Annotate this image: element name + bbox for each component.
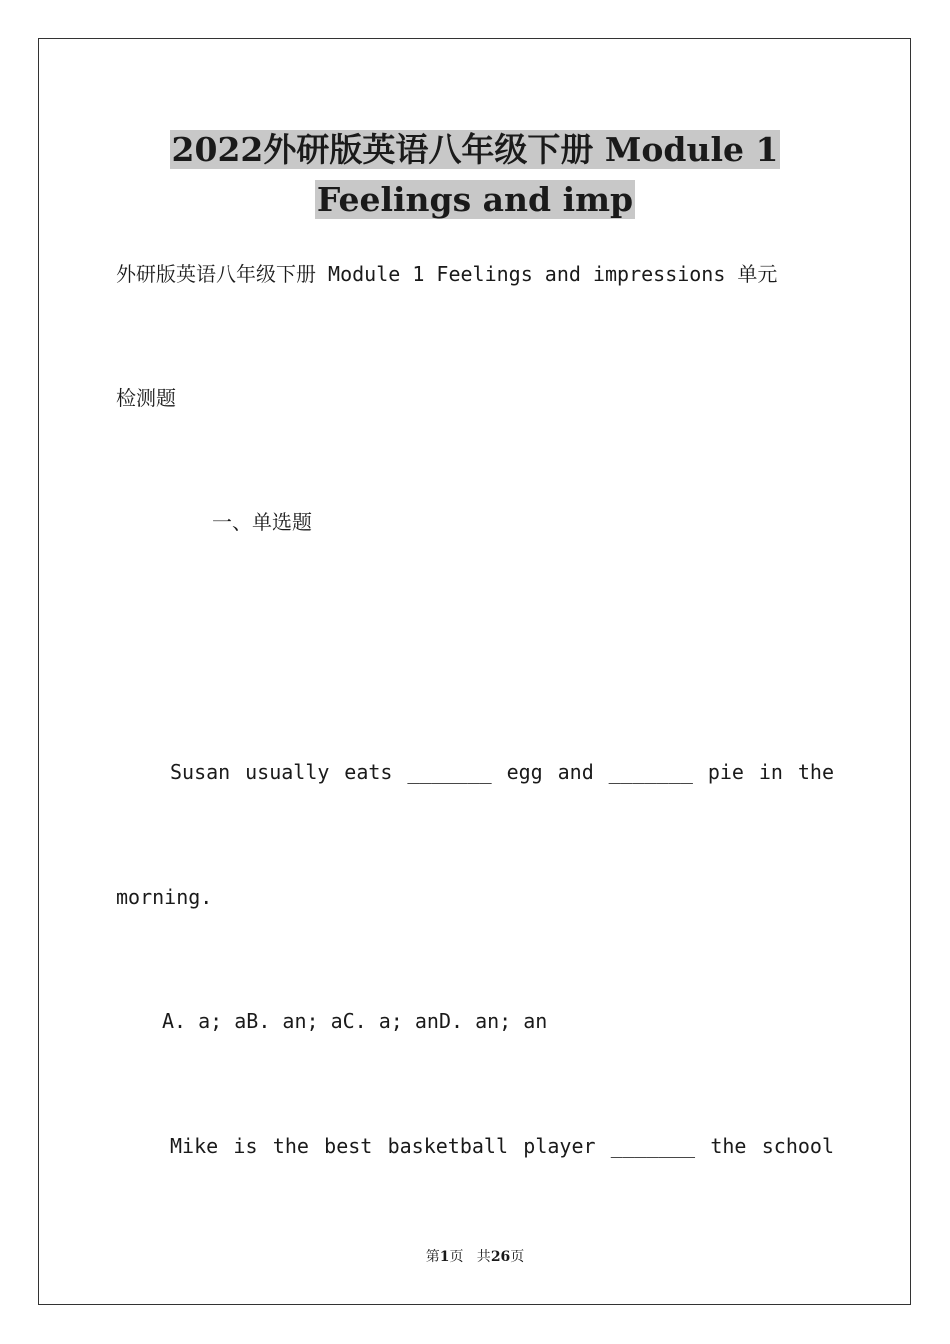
subtitle-line1: 外研版英语八年级下册 Module 1 Feelings and impressions 单元: [116, 262, 778, 286]
page-footer: [0, 1247, 950, 1267]
question1-line2: morning.: [116, 885, 213, 909]
footer-page-suffix: 页: [510, 1249, 525, 1265]
page-border: [38, 38, 911, 1305]
title-highlight: Feelings and imp: [316, 180, 634, 219]
document-title-line2: [0, 178, 950, 222]
footer-page-total: 26: [490, 1249, 511, 1265]
question2-line1: Mike is the best basketball player _______ the school: [170, 1134, 834, 1158]
subtitle-line2: 检测题: [116, 386, 176, 410]
section-heading: 一、单选题: [212, 510, 312, 534]
title-highlight: 2022外研版英语八年级下册 Module 1: [171, 130, 779, 169]
footer-page-mid: 页 共: [449, 1249, 491, 1265]
question1-options: A. a; aB. an; aC. a; anD. an; an: [162, 1009, 548, 1033]
footer-page-number: 1: [439, 1249, 450, 1265]
question1-line1: Susan usually eats _______ egg and _______ pie in the: [170, 760, 834, 784]
footer-page-prefix: 第: [425, 1249, 440, 1265]
document-title-line1: [0, 128, 950, 172]
